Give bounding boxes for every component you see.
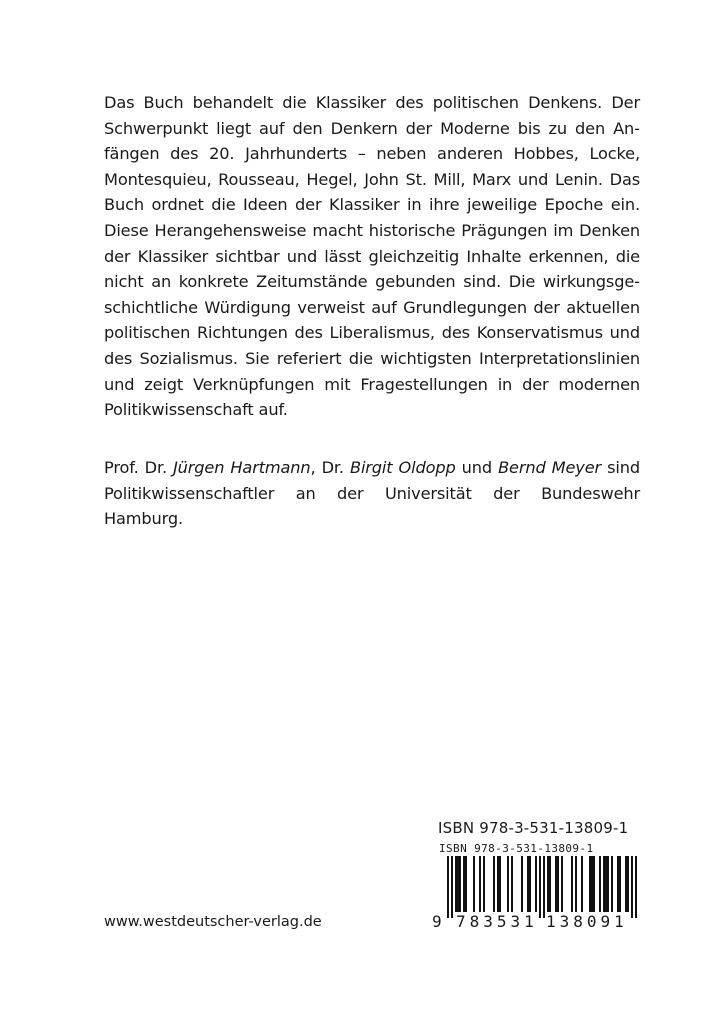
barcode-bar bbox=[451, 856, 453, 918]
barcode-bar bbox=[625, 856, 627, 912]
barcode-isbn-text: ISBN 978-3-531-13809-1 bbox=[439, 842, 594, 855]
author-name-2: Birgit Oldopp bbox=[349, 458, 456, 477]
barcode-bar bbox=[543, 856, 545, 918]
barcode-bar bbox=[617, 856, 619, 912]
barcode-bar bbox=[529, 856, 531, 912]
barcode-bar bbox=[619, 856, 621, 912]
barcode-bar bbox=[555, 856, 557, 912]
barcode-bar bbox=[549, 856, 551, 912]
barcode-bar bbox=[589, 856, 591, 912]
barcode-bar bbox=[605, 856, 607, 912]
author-name-1: Jürgen Hartmann bbox=[173, 458, 311, 477]
barcode-bar bbox=[473, 856, 475, 912]
author-name-3: Bernd Meyer bbox=[498, 458, 602, 477]
author-prefix-3: und bbox=[455, 458, 499, 477]
barcode-bar bbox=[599, 856, 601, 912]
barcode-bar bbox=[535, 856, 537, 912]
barcode-bar bbox=[497, 856, 499, 912]
barcode-bar bbox=[511, 856, 513, 912]
barcode-bar bbox=[455, 856, 457, 912]
barcode-bar bbox=[539, 856, 541, 918]
barcode-bar bbox=[635, 856, 637, 918]
barcode-bar bbox=[459, 856, 461, 912]
author-prefix-2: , Dr. bbox=[310, 458, 350, 477]
barcode-bar bbox=[561, 856, 563, 912]
barcode-bar bbox=[465, 856, 467, 912]
barcode-bar bbox=[521, 856, 523, 912]
barcode-bar bbox=[581, 856, 583, 912]
barcode-bar bbox=[611, 856, 613, 912]
barcode-bar bbox=[447, 856, 449, 918]
barcode-bar bbox=[493, 856, 495, 912]
author-prefix-1: Prof. Dr. bbox=[104, 458, 174, 477]
barcode-bars bbox=[433, 856, 643, 918]
barcode-bar bbox=[607, 856, 609, 912]
barcode-bar bbox=[547, 856, 549, 912]
barcode-bar bbox=[479, 856, 481, 912]
barcode-bar bbox=[593, 856, 595, 912]
barcode-bar bbox=[507, 856, 509, 912]
barcode-bar bbox=[463, 856, 465, 912]
barcode-bar bbox=[591, 856, 593, 912]
author-suffix: sind Politikwissenschaftler an der Universität der Bundeswehr Hamburg. bbox=[104, 458, 640, 529]
publisher-website: www.westdeutscher-verlag.de bbox=[104, 914, 322, 930]
barcode-bar bbox=[527, 856, 529, 912]
author-note bbox=[104, 455, 640, 532]
barcode-digit-first: 9 bbox=[432, 912, 442, 931]
isbn-label: ISBN 978-3-531-13809-1 bbox=[438, 819, 629, 837]
barcode-bar bbox=[603, 856, 605, 912]
barcode-digits-left: 783531 bbox=[456, 912, 538, 931]
barcode-bar bbox=[483, 856, 485, 912]
barcode-bar bbox=[499, 856, 501, 912]
barcode-bar bbox=[631, 856, 633, 918]
barcode-bar bbox=[571, 856, 573, 912]
barcode-bar bbox=[557, 856, 559, 912]
book-description: Das Buch behandelt die Klassiker des politischen Denkens. Der Schwerpunkt liegt auf den Denkern der Moderne bis zu den Anfängen des 20. Jahrhunderts – neben anderen Hobbes, Locke, Montesquieu, Rousseau, Hegel, John St. Mill, Marx und Lenin. Das Buch ordnet die Ideen der Klassiker in ihre jeweilige Epoche ein. Diese Herangehensweise macht historische Prägungen im Denken der Klassiker sichtbar und lässt gleichzeitig Inhalte erkennen, die nicht an konkrete Zeitumstände gebunden sind. Die wirkungsgeschichtliche Würdigung verweist auf Grundlegungen der aktuellen politischen Richtungen des Liberalismus, des Konservatismus und des Sozialismus. Sie referiert die wichtigsten Interpretationslinien und zeigt Verknüpfungen mit Fragestellungen in der modernen Politikwissenschaft auf. bbox=[104, 93, 640, 420]
barcode-bar bbox=[575, 856, 577, 912]
barcode-bar bbox=[457, 856, 459, 912]
isbn-barcode bbox=[433, 842, 643, 934]
barcode-bar bbox=[627, 856, 629, 912]
barcode-digits-right: 138091 bbox=[546, 912, 628, 931]
